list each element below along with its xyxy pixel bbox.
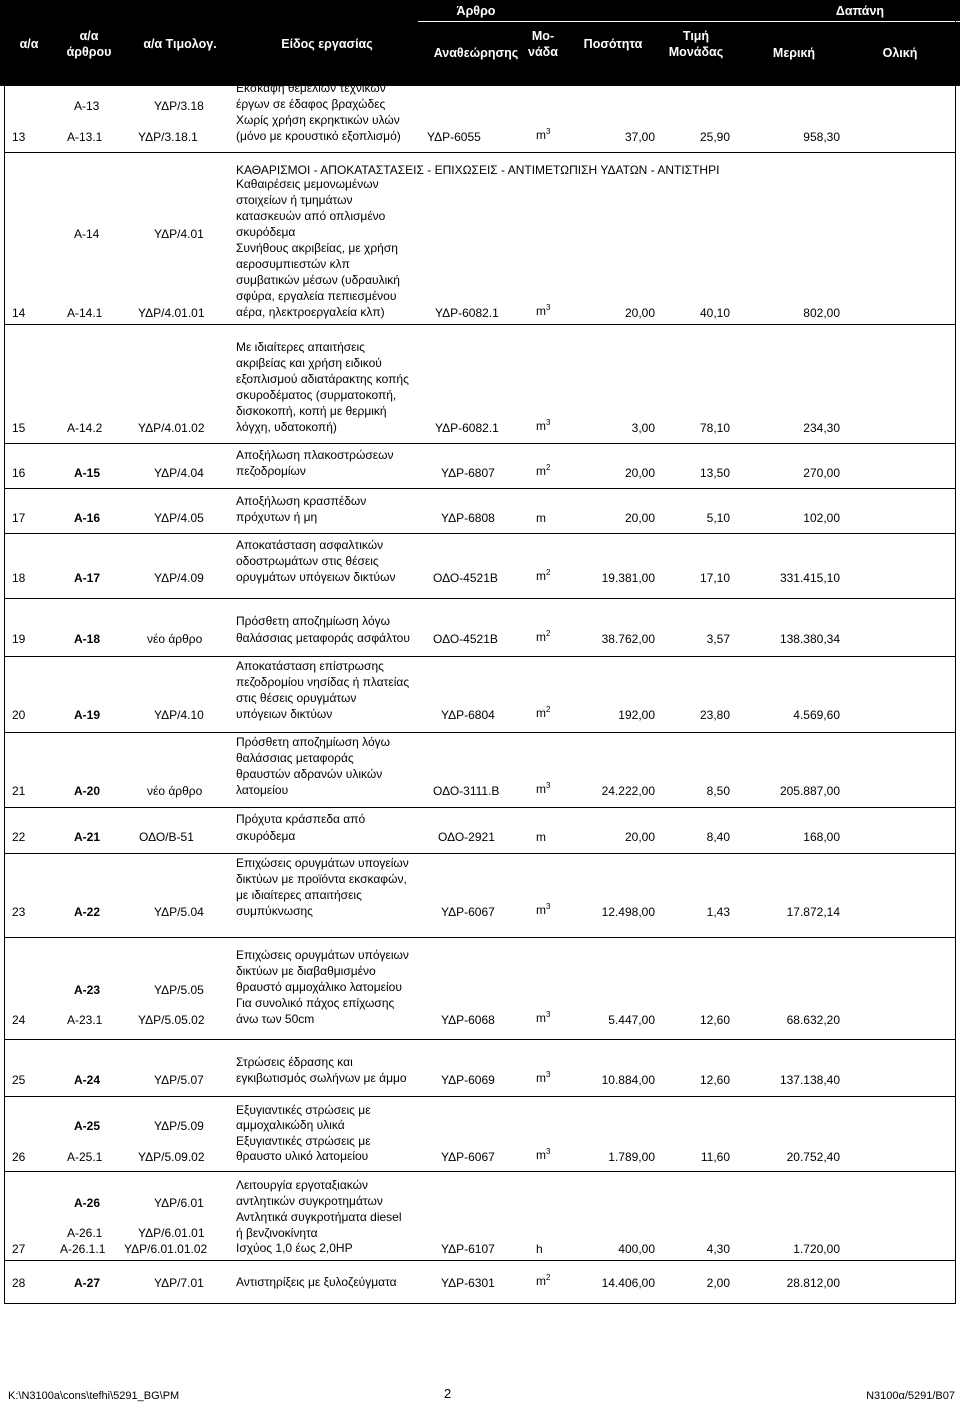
quantity: 19.381,00 — [601, 571, 655, 585]
footer-path: K:\N3100a\cons\tefhi\5291_BG\PM — [8, 1390, 180, 1402]
unit-text: h — [536, 1242, 543, 1256]
article-code: Α-27 — [74, 1276, 101, 1290]
quantity: 38.762,00 — [601, 632, 655, 646]
row-separator — [4, 732, 956, 733]
description-line: Συνήθους ακριβείας, με χρήση — [236, 241, 398, 255]
description-line: εξοπλισμού αδιατάρακτης κοπής — [236, 372, 409, 386]
description-line: θαλάσσιας μεταφοράς ασφάλτου — [236, 631, 410, 645]
row-number: 20 — [12, 708, 26, 722]
description-line: Αποκατάσταση επίστρωσης — [236, 659, 384, 673]
pricelist-code: ΥΔΡ/4.05 — [154, 511, 204, 525]
description-line: Αποξήλωση πλακοστρώσεων — [236, 448, 394, 462]
description-line: στις θέσεις ορυγμάτων — [236, 691, 357, 705]
article-code: Α-22 — [74, 905, 101, 919]
article-code: Α-25 — [74, 1119, 101, 1133]
article-code: Α-19 — [74, 708, 101, 722]
total: 958,30 — [803, 130, 840, 144]
description-line: Αντλητικά συγκροτήματα diesel — [236, 1210, 402, 1224]
pricelist-code: ΥΔΡ/5.07 — [154, 1073, 204, 1087]
row-number: 17 — [12, 511, 26, 525]
unit — [536, 630, 550, 644]
article-code: Α-14.1 — [67, 306, 103, 320]
pricelist-code: νέο άρθρο — [147, 784, 203, 798]
pricelist-code: ΥΔΡ/3.18.1 — [138, 130, 198, 144]
unit-superscript: 2 — [546, 1273, 551, 1282]
quantity: 37,00 — [624, 130, 655, 144]
description-line: Με ιδιαίτερες απαιτήσεις — [236, 340, 365, 354]
unit-price: 5,10 — [706, 511, 730, 525]
pricelist-code: ΥΔΡ/4.04 — [154, 466, 204, 480]
unit — [536, 1071, 550, 1085]
unit-price: 8,40 — [706, 830, 730, 844]
description-line: έργων σε έδαφος βραχώδες — [236, 97, 386, 111]
pricelist-code: ΥΔΡ/4.10 — [154, 708, 204, 722]
header-aa-timolog — [126, 22, 234, 66]
unit-price: 8,50 — [706, 784, 730, 798]
header-aa-arthrou-line2: άρθρου — [66, 45, 112, 59]
header-oliki-label: Ολική — [882, 46, 918, 60]
pricelist-code: ΥΔΡ/5.05 — [154, 983, 204, 997]
article-code: Α-14 — [74, 227, 100, 241]
unit — [536, 830, 546, 844]
description-line: στοιχείων ή τμημάτων — [236, 193, 353, 207]
quantity: 20,00 — [624, 306, 655, 320]
total: 20.752,40 — [786, 1150, 840, 1164]
description-line: (μόνο με κρουστικό εξοπλισμό) — [236, 129, 401, 143]
header-timi-line1: Τιμή — [682, 29, 710, 43]
header-posotita — [568, 22, 658, 66]
row-separator — [4, 443, 956, 444]
unit-text: m — [536, 511, 546, 525]
row-separator — [4, 152, 956, 153]
total: 137.138,40 — [779, 1073, 840, 1087]
description-line: ή βενζινοκίνητα — [236, 1226, 318, 1240]
row-number: 14 — [12, 306, 26, 320]
description-line: δικτύων με προϊόντα εκσκαφών, — [236, 872, 407, 886]
page-number: 2 — [444, 1386, 452, 1401]
description-line: Αντιστηρίξεις με ξυλοζεύγματα — [236, 1275, 397, 1289]
description-line: Πρόσθετη αποζημίωση λόγω — [236, 735, 391, 749]
row-number: 16 — [12, 466, 26, 480]
row-number: 23 — [12, 905, 26, 919]
description-line: συμπύκνωσης — [236, 904, 313, 918]
description-line: Για συνολικό πάχος επίχωσης — [236, 996, 395, 1010]
unit — [536, 903, 550, 917]
article-code: Α-17 — [74, 571, 101, 585]
unit-price: 13,50 — [699, 466, 730, 480]
row-separator — [4, 853, 956, 854]
header-eidos — [236, 22, 418, 66]
header-aa — [4, 22, 54, 66]
description-line: θραυστών αδρανών υλικών — [236, 767, 383, 781]
unit-superscript: 3 — [546, 303, 551, 312]
quantity: 14.406,00 — [601, 1276, 655, 1290]
row-number: 26 — [12, 1150, 26, 1164]
header-dapani — [760, 0, 960, 22]
unit-text: m — [536, 1071, 546, 1085]
quantity: 400,00 — [618, 1242, 655, 1256]
description-line: αέρα, ηλεκτροεργαλεία κλπ) — [236, 305, 385, 319]
pricelist-code: ΥΔΡ/6.01.01.02 — [124, 1242, 208, 1256]
description-line: σκυρόδεμα — [236, 225, 296, 239]
description-line: σκυρόδεμα — [236, 829, 296, 843]
unit — [536, 782, 550, 796]
header-meriki-label: Μερική — [772, 46, 816, 60]
unit — [536, 1242, 543, 1256]
quantity: 3,00 — [631, 421, 655, 435]
pricelist-code: ΥΔΡ/4.01.02 — [138, 421, 205, 435]
section-heading: ΚΑΘΑΡΙΣΜΟΙ - ΑΠΟΚΑΤΑΣΤΑΣΕΙΣ - ΕΠΙΧΩΣΕΙΣ - ΑΝΤΙΜΕΤΩΠΙΣΗ ΥΔΑΤΩΝ - ΑΝΤΙΣΤΗΡΙ — [236, 163, 720, 177]
unit-text: m — [536, 419, 546, 433]
unit — [536, 706, 550, 720]
quantity: 10.884,00 — [601, 1073, 655, 1087]
unit-text: m — [536, 304, 546, 318]
unit-superscript: 2 — [546, 705, 551, 714]
article-code: Α-14.2 — [67, 421, 103, 435]
description-line: υπόγειων δικτύων — [236, 707, 333, 721]
row-separator — [4, 488, 956, 489]
row-number: 21 — [12, 784, 26, 798]
total: 168,00 — [803, 830, 840, 844]
description-line: θαλάσσιας μεταφοράς — [236, 751, 354, 765]
total: 270,00 — [803, 466, 840, 480]
revision-code: ΥΔΡ-6067 — [441, 1150, 495, 1164]
description-line: θραυστο υλικό λατομείου — [236, 1149, 369, 1163]
row-number: 22 — [12, 830, 26, 844]
quantity: 20,00 — [624, 511, 655, 525]
unit-text: m — [536, 782, 546, 796]
description-line: Εξυγιαντικές στρώσεις με — [236, 1103, 371, 1117]
revision-code: ΥΔΡ-6301 — [441, 1276, 495, 1290]
article-code: Α-18 — [74, 632, 101, 646]
revision-code: ΥΔΡ-6807 — [441, 466, 495, 480]
table-border-left — [4, 0, 5, 1304]
description-line: άνω των 50cm — [236, 1012, 315, 1026]
unit-text: m — [536, 128, 546, 142]
description-line: Ισχύος 1,0 έως 2,0ΗΡ — [236, 1241, 353, 1255]
pricelist-code: ΥΔΡ/4.09 — [154, 571, 204, 585]
row-separator — [4, 807, 956, 808]
description-line: Λειτουργία εργοταξιακών — [236, 1178, 368, 1192]
unit-superscript: 3 — [546, 418, 551, 427]
revision-code: ΟΔΟ-2921 — [438, 830, 495, 844]
row-separator — [4, 1260, 956, 1261]
revision-code: ΥΔΡ-6069 — [441, 1073, 495, 1087]
unit-text: m — [536, 1148, 546, 1162]
description-line: Αποξήλωση κρασπέδων — [236, 494, 367, 508]
description-line: ορυγμάτων υπόγειων δικτύων — [236, 570, 396, 584]
article-code: Α-16 — [74, 511, 101, 525]
unit-price: 11,60 — [700, 1150, 730, 1164]
unit-price: 1,43 — [706, 905, 730, 919]
unit — [536, 1148, 550, 1162]
article-code: Α-21 — [74, 830, 101, 844]
revision-code: ΥΔΡ-6808 — [441, 511, 495, 525]
row-separator — [4, 1039, 956, 1040]
description-line: Εκσκαφή θεμελίων τεχνικών — [236, 81, 386, 95]
unit — [536, 304, 550, 318]
description-line: Επιχώσεις ορυγμάτων υπογείων — [236, 856, 409, 870]
description-line: οδοστρωμάτων στις θέσεις — [236, 554, 379, 568]
unit-price: 12,60 — [699, 1013, 730, 1027]
description-line: αμμοχαλικώδη υλικά — [236, 1118, 345, 1132]
table-border-right — [955, 0, 956, 1304]
header-timi — [658, 22, 734, 66]
article-code: Α-24 — [74, 1073, 101, 1087]
unit-text: m — [536, 830, 546, 844]
quantity: 20,00 — [624, 830, 655, 844]
description-line: δισκοκοπή, κοπή με θερμική — [236, 404, 387, 418]
unit-price: 4,30 — [706, 1242, 730, 1256]
pricelist-code: ΥΔΡ/7.01 — [154, 1276, 204, 1290]
row-number: 28 — [12, 1276, 26, 1290]
description-line: πρόχυτων ή μη — [236, 510, 318, 524]
revision-code: ΥΔΡ-6055 — [427, 130, 481, 144]
revision-code: ΟΔΟ-3111.Β — [433, 784, 500, 798]
unit-superscript: 3 — [546, 902, 551, 911]
pricelist-code: ΥΔΡ/5.05.02 — [138, 1013, 205, 1027]
total: 1.720,00 — [793, 1242, 840, 1256]
article-code: Α-25.1 — [67, 1150, 103, 1164]
total: 4.569,60 — [793, 708, 840, 722]
header-anatheorisis — [418, 40, 534, 66]
total: 234,30 — [803, 421, 840, 435]
unit — [536, 511, 546, 525]
unit — [536, 464, 550, 478]
description-line: αντλητικών συγκροτημάτων — [236, 1194, 383, 1208]
unit-price: 2,00 — [706, 1276, 730, 1290]
row-separator — [4, 656, 956, 657]
description-line: Στρώσεις έδρασης και — [236, 1055, 353, 1069]
unit — [536, 128, 550, 142]
unit-price: 3,57 — [706, 632, 730, 646]
description-line: λατομείου — [236, 783, 289, 797]
table-border-bottom — [4, 1303, 956, 1304]
quantity: 12.498,00 — [601, 905, 655, 919]
header-aa-arthrou — [54, 22, 124, 66]
pricelist-code: νέο άρθρο — [147, 632, 203, 646]
revision-code: ΟΔΟ-4521Β — [433, 571, 498, 585]
description-line: Εξυγιαντικές στρώσεις με — [236, 1134, 371, 1148]
header-monada — [518, 22, 568, 66]
header-timi-line2: Μονάδας — [668, 45, 724, 59]
description-line: κατασκευών από οπλισμένο — [236, 209, 386, 223]
revision-code: ΥΔΡ-6068 — [441, 1013, 495, 1027]
pricelist-code: ΥΔΡ/6.01 — [154, 1196, 204, 1210]
revision-code: ΥΔΡ-6082.1 — [435, 306, 499, 320]
description-line: Χωρίς χρήση εκρηκτικών υλών — [236, 113, 400, 127]
description-line: Πρόσθετη αποζημίωση λόγω — [236, 614, 391, 628]
header-meriki — [744, 40, 844, 66]
unit-superscript: 3 — [546, 1070, 551, 1079]
description-line: αεροσυμπιεστών κλπ — [236, 257, 350, 271]
header-dapani-label: Δαπάνη — [835, 4, 885, 18]
header-monada-line1: Μο- — [531, 29, 555, 43]
unit-price: 25,90 — [699, 130, 730, 144]
unit-price: 40,10 — [699, 306, 730, 320]
unit — [536, 1274, 550, 1288]
pricelist-code: ΥΔΡ/6.01.01 — [138, 1226, 205, 1240]
unit-text: m — [536, 464, 546, 478]
description-line: δικτύων με διαβαθμισμένο — [236, 964, 376, 978]
row-separator — [4, 1096, 956, 1097]
pricelist-code: ΥΔΡ/5.09 — [154, 1119, 204, 1133]
article-code: Α-26 — [74, 1196, 101, 1210]
description-line: σφύρα, εργαλεία πεπιεσμένου — [236, 289, 397, 303]
description-line: λόγχη, υδατοκοπή) — [236, 420, 337, 434]
row-separator — [4, 533, 956, 534]
pricelist-code: ΟΔΟ/Β-51 — [139, 830, 194, 844]
row-number: 25 — [12, 1073, 26, 1087]
row-separator — [4, 937, 956, 938]
quantity: 1.789,00 — [608, 1150, 655, 1164]
article-code: Α-26.1.1 — [60, 1242, 106, 1256]
quantity: 5.447,00 — [608, 1013, 655, 1027]
unit — [536, 569, 550, 583]
description-line: εγκιβωτισμός σωλήνων με άμμο — [236, 1071, 407, 1085]
unit — [536, 419, 550, 433]
description-line: Πρόχυτα κράσπεδα από — [236, 812, 366, 826]
header-posotita-label: Ποσότητα — [583, 37, 643, 51]
article-code: Α-26.1 — [67, 1226, 103, 1240]
article-code: Α-15 — [74, 466, 101, 480]
quantity: 24.222,00 — [601, 784, 655, 798]
row-separator — [4, 1171, 956, 1172]
pricelist-code: ΥΔΡ/3.18 — [154, 99, 204, 113]
quantity: 20,00 — [624, 466, 655, 480]
header-anatheorisis-label: Αναθεώρησης — [433, 46, 519, 60]
unit-superscript: 3 — [546, 1147, 551, 1156]
footer-doc-code: N3100α/5291/B07 — [866, 1390, 955, 1402]
unit-price: 12,60 — [699, 1073, 730, 1087]
header-aa-arthrou-line1: α/α — [79, 29, 99, 43]
unit-text: m — [536, 706, 546, 720]
unit-text: m — [536, 1011, 546, 1025]
header-aa-label: α/α — [19, 37, 39, 51]
unit-price: 78,10 — [699, 421, 730, 435]
description-line: Αποκατάσταση ασφαλτικών — [236, 538, 384, 552]
article-code: Α-13.1 — [67, 130, 103, 144]
unit-text: m — [536, 903, 546, 917]
row-number: 18 — [12, 571, 26, 585]
quantity: 192,00 — [618, 708, 655, 722]
unit-text: m — [536, 630, 546, 644]
unit — [536, 1011, 550, 1025]
unit-superscript: 2 — [546, 568, 551, 577]
pricelist-code: ΥΔΡ/5.04 — [154, 905, 204, 919]
unit-text: m — [536, 1274, 546, 1288]
description-line: με ιδιαίτερες απαιτήσεις — [236, 888, 362, 902]
description-line: Καθαιρέσεις μεμονωμένων — [236, 177, 379, 191]
total: 331.415,10 — [779, 571, 840, 585]
revision-code: ΟΔΟ-4521Β — [433, 632, 498, 646]
row-number: 15 — [12, 421, 26, 435]
pricelist-code: ΥΔΡ/4.01 — [154, 227, 204, 241]
article-code: Α-23 — [74, 983, 101, 997]
header-arthro — [418, 0, 534, 22]
unit-price: 17,10 — [699, 571, 730, 585]
description-line: συμβατικών μέσων (υδραυλική — [236, 273, 400, 287]
total: 17.872,14 — [786, 905, 840, 919]
revision-code: ΥΔΡ-6082.1 — [435, 421, 499, 435]
description-line: πεζοδρομίων — [236, 464, 306, 478]
description-line: Επιχώσεις ορυγμάτων υπόγειων — [236, 948, 409, 962]
header-aa-timolog-label: α/α Τιμολογ. — [143, 37, 217, 51]
row-separator — [4, 324, 956, 325]
revision-code: ΥΔΡ-6107 — [441, 1242, 495, 1256]
total: 138.380,34 — [779, 632, 840, 646]
unit-price: 23,80 — [699, 708, 730, 722]
unit-superscript: 3 — [546, 1010, 551, 1019]
pricelist-code: ΥΔΡ/4.01.01 — [138, 306, 205, 320]
header-oliki — [850, 40, 950, 66]
unit-superscript: 2 — [546, 629, 551, 638]
description-line: ακριβείας και χρήση ειδικού — [236, 356, 382, 370]
row-number: 13 — [12, 130, 26, 144]
row-number: 19 — [12, 632, 26, 646]
revision-code: ΥΔΡ-6067 — [441, 905, 495, 919]
total: 28.812,00 — [786, 1276, 840, 1290]
article-code: Α-20 — [74, 784, 101, 798]
description-line: πεζοδρομίου νησίδας ή πλατείας — [236, 675, 410, 689]
article-code: Α-23.1 — [67, 1013, 103, 1027]
description-line: θραυστό αμμοχάλικο λατομείου — [236, 980, 402, 994]
description-line: σκυροδέματος (συρματοκοπή, — [236, 388, 397, 402]
row-number: 24 — [12, 1013, 26, 1027]
header-eidos-label: Είδος εργασίας — [281, 37, 373, 51]
header-arthro-label: Άρθρο — [456, 4, 496, 18]
unit-superscript: 3 — [546, 781, 551, 790]
pricelist-code: ΥΔΡ/5.09.02 — [138, 1150, 205, 1164]
total: 205.887,00 — [779, 784, 840, 798]
header-monada-line2: νάδα — [528, 45, 558, 59]
row-separator — [4, 598, 956, 599]
unit-superscript: 2 — [546, 463, 551, 472]
total: 68.632,20 — [786, 1013, 840, 1027]
revision-code: ΥΔΡ-6804 — [441, 708, 495, 722]
total: 102,00 — [803, 511, 840, 525]
total: 802,00 — [803, 306, 840, 320]
unit-superscript: 3 — [546, 127, 551, 136]
unit-text: m — [536, 569, 546, 583]
row-number: 27 — [12, 1242, 26, 1256]
article-code: Α-13 — [74, 99, 100, 113]
